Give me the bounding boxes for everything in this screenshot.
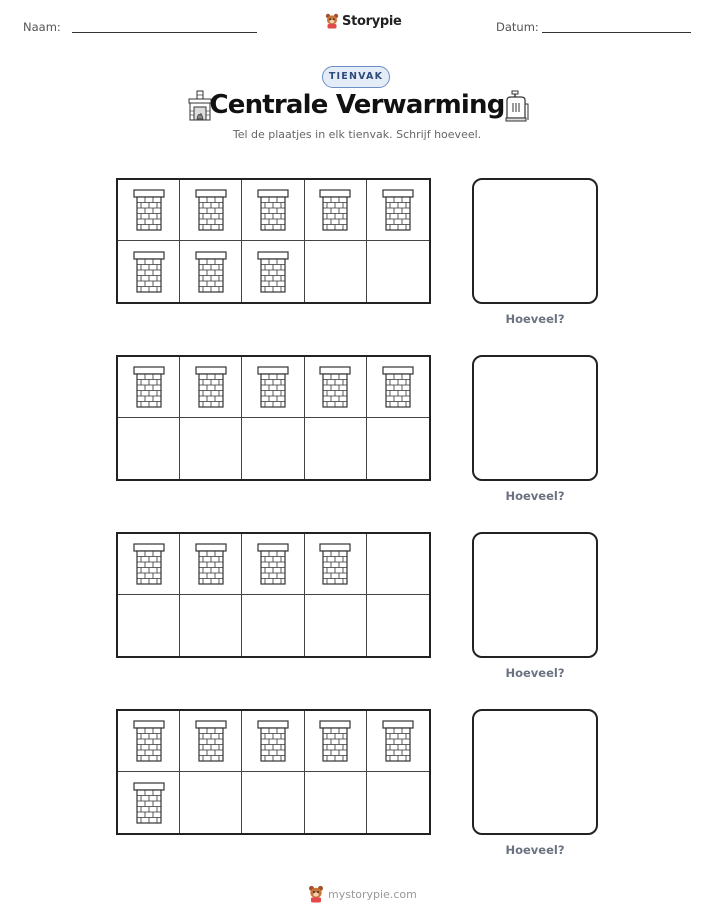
ten-frame-cell — [242, 595, 304, 656]
chimney-icon — [381, 366, 415, 408]
chimney-icon — [256, 251, 290, 293]
ten-frame-cell — [305, 711, 367, 772]
ten-frame-cell — [367, 595, 429, 656]
chimney-icon — [318, 543, 352, 585]
ten-frame-cell — [118, 357, 180, 418]
chimney-icon — [132, 543, 166, 585]
date-line[interactable] — [542, 32, 691, 33]
ten-frame-cell — [180, 772, 242, 833]
bear-icon — [325, 13, 339, 29]
worksheet-title: Centrale Verwarming — [209, 90, 505, 120]
answer-label: Hoeveel? — [505, 666, 565, 680]
footer — [308, 885, 417, 903]
ten-frame-cell — [118, 180, 180, 241]
date-label: Datum: — [496, 20, 539, 34]
chimney-icon — [318, 189, 352, 231]
ten-frame-cell — [180, 595, 242, 656]
answer-box[interactable] — [472, 178, 598, 304]
ten-frame — [116, 532, 431, 658]
ten-frame-cell — [305, 357, 367, 418]
ten-frame-cell — [367, 241, 429, 302]
answer-box[interactable] — [472, 355, 598, 481]
ten-frame-cell — [118, 534, 180, 595]
chimney-icon — [194, 543, 228, 585]
ten-frame-cell — [180, 180, 242, 241]
ten-frame-cell — [305, 418, 367, 479]
ten-frame-cell — [305, 534, 367, 595]
ten-frame-cell — [242, 772, 304, 833]
chimney-icon — [256, 366, 290, 408]
worksheet-type-badge: TIENVAK — [322, 66, 390, 88]
brand-logo — [325, 13, 402, 29]
chimney-icon — [194, 720, 228, 762]
ten-frame — [116, 178, 431, 304]
bear-icon — [308, 885, 324, 903]
chimney-icon — [132, 189, 166, 231]
ten-frame-cell — [242, 418, 304, 479]
ten-frame-cell — [118, 241, 180, 302]
boiler-icon — [503, 90, 529, 122]
ten-frame-cell — [180, 357, 242, 418]
ten-frame-cell — [367, 357, 429, 418]
ten-frame-cell — [367, 180, 429, 241]
ten-frame-cell — [242, 357, 304, 418]
ten-frame-cell — [242, 241, 304, 302]
ten-frame-cell — [118, 418, 180, 479]
ten-frame-cell — [367, 418, 429, 479]
chimney-icon — [132, 720, 166, 762]
ten-frame-cell — [180, 711, 242, 772]
ten-frame-cell — [305, 772, 367, 833]
ten-frame-cell — [180, 534, 242, 595]
ten-frame — [116, 709, 431, 835]
instructions: Tel de plaatjes in elk tienvak. Schrijf hoeveel. — [232, 128, 482, 141]
answer-box[interactable] — [472, 532, 598, 658]
chimney-icon — [256, 720, 290, 762]
ten-frame-cell — [367, 534, 429, 595]
chimney-icon — [194, 189, 228, 231]
chimney-icon — [318, 366, 352, 408]
chimney-icon — [132, 782, 166, 824]
answer-label: Hoeveel? — [505, 843, 565, 857]
ten-frame-cell — [242, 534, 304, 595]
chimney-icon — [194, 366, 228, 408]
ten-frame-cell — [305, 180, 367, 241]
ten-frame-cell — [118, 711, 180, 772]
answer-label: Hoeveel? — [505, 312, 565, 326]
answer-box[interactable] — [472, 709, 598, 835]
name-line[interactable] — [72, 32, 257, 33]
chimney-icon — [256, 189, 290, 231]
ten-frame-cell — [242, 711, 304, 772]
ten-frame-cell — [305, 241, 367, 302]
ten-frame-cell — [118, 772, 180, 833]
chimney-icon — [256, 543, 290, 585]
ten-frame-cell — [180, 418, 242, 479]
answer-label: Hoeveel? — [505, 489, 565, 503]
chimney-icon — [132, 366, 166, 408]
ten-frame-cell — [242, 180, 304, 241]
chimney-icon — [318, 720, 352, 762]
chimney-icon — [381, 189, 415, 231]
ten-frame-cell — [367, 711, 429, 772]
ten-frame-cell — [305, 595, 367, 656]
ten-frame — [116, 355, 431, 481]
ten-frame-cell — [118, 595, 180, 656]
chimney-icon — [194, 251, 228, 293]
footer-url: mystorypie.com — [328, 887, 417, 901]
ten-frame-cell — [180, 241, 242, 302]
chimney-icon — [381, 720, 415, 762]
brand-name: Storypie — [342, 13, 402, 29]
chimney-icon — [132, 251, 166, 293]
ten-frame-cell — [367, 772, 429, 833]
name-label: Naam: — [23, 20, 61, 34]
